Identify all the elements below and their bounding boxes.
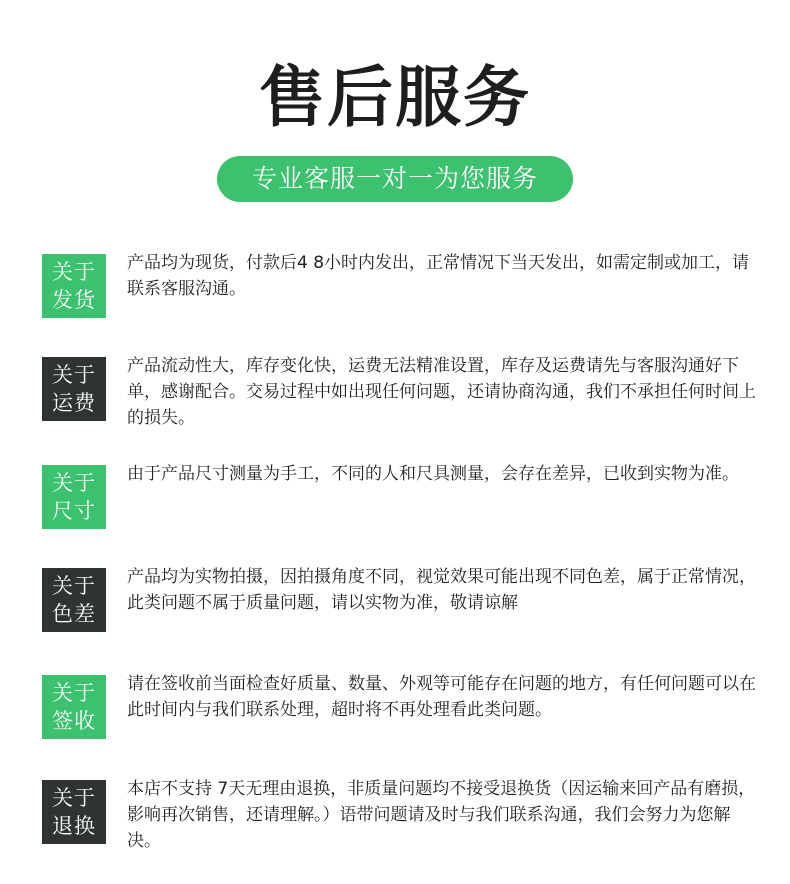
- section-tag: [42, 780, 106, 844]
- section-text: 产品均为现货，付款后4 8小时内发出，正常情况下当天发出，如需定制或加工，请联系客服沟通。: [127, 253, 750, 299]
- tag-line-2: 发货: [52, 288, 96, 312]
- section-text: 由于产品尺寸测量为手工，不同的人和尺具测量，会存在差异，已收到实物为准。: [127, 464, 739, 484]
- section-text: 产品流动性大，库存变化快，运费无法精准设置，库存及运费请先与客服沟通好下单，感谢配合。交易过程中如出现任何问题，还请协商沟通，我们不承担任何时间上的损失。: [127, 356, 756, 428]
- tag-line-1: 关于: [52, 471, 96, 495]
- tag-line-2: 运费: [52, 391, 96, 415]
- section-text: 请在签收前当面检查好质量、数量、外观等可能存在问题的地方，有任何问题可以在此时间内与我们联系处理，超时将不再处理看此类问题。: [127, 674, 756, 720]
- page-title: 售后服务: [259, 59, 531, 136]
- section-text: 本店不支持 7天无理由退换，非质量问题均不接受退换货（因运输来回产品有磨损，影响再次销售，还请理解。）语带问题请及时与我们联系沟通，我们会努力为您解决。: [127, 779, 756, 851]
- tag-line-1: 关于: [52, 681, 96, 705]
- section-tag: [42, 357, 106, 421]
- section-tag: [42, 254, 106, 318]
- tag-line-1: 关于: [52, 574, 96, 598]
- tag-line-1: 关于: [52, 260, 96, 284]
- tag-line-2: 签收: [52, 709, 96, 733]
- tag-line-1: 关于: [52, 363, 96, 387]
- tag-line-2: 尺寸: [52, 499, 96, 523]
- tag-line-2: 色差: [52, 602, 96, 626]
- tag-line-2: 退换: [52, 814, 96, 838]
- section-text: 产品均为实物拍摄，因拍摄角度不同，视觉效果可能出现不同色差，属于正常情况，此类问题不属于质量问题，请以实物为准，敬请谅解: [127, 567, 756, 613]
- section-tag: [42, 675, 106, 739]
- section-tag: [42, 465, 106, 529]
- subtitle-badge: 专业客服一对一为您服务: [217, 156, 573, 202]
- section-tag: [42, 568, 106, 632]
- tag-line-1: 关于: [52, 786, 96, 810]
